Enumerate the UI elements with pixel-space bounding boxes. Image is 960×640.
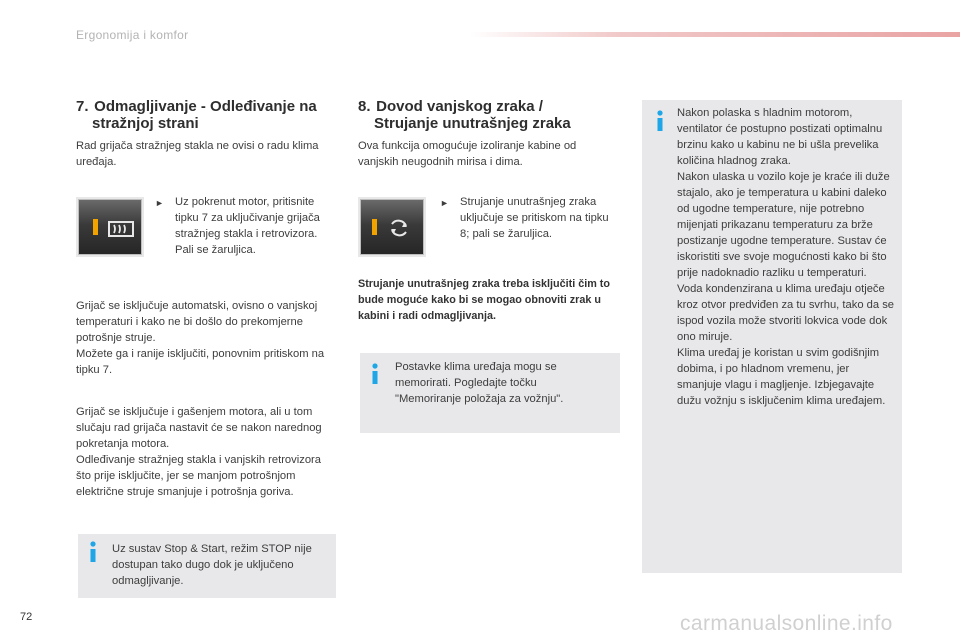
- info-icon: [87, 541, 99, 563]
- section-7-instruction: ► Uz pokrenut motor, pritisnite tipku 7 za uključivanje grijača stražnjeg stakla i retrovizora. Pali se žaruljica.: [155, 196, 320, 256]
- rear-defrost-icon: [79, 200, 141, 254]
- header-title: Ergonomija i komfor: [76, 28, 189, 42]
- section-8-info-text: Postavke klima uređaja mogu se memorirati. Pogledajte točku "Memoriranje položaja za vožnju".: [395, 361, 564, 405]
- recirculation-icon: [361, 200, 423, 254]
- header-decorative-bar: [470, 32, 960, 37]
- info-icon: [369, 363, 381, 385]
- section-7: [76, 98, 338, 132]
- watermark: carmanualsonline.info: [680, 612, 893, 635]
- right-info-text: [677, 105, 897, 409]
- right-info-paragraph-3: Voda kondenzirana u klima uređaju otječe kroz otvor predviđen za tu svrhu, tako da se ispod vozila može stvoriti lokvica vode dok ono miruje.: [677, 283, 895, 343]
- section-8-instruction: ► Strujanje unutrašnjeg zraka uključuje se pritiskom na tipku 8; pali se žaruljica.: [440, 196, 609, 240]
- info-icon: [654, 110, 666, 132]
- section-7-paragraph-2: Grijač se isključuje i gašenjem motora, ali u tom slučaju rad grijača nastavit će se nakon narednog pokretanja motora. Odleđivanje stražnjeg stakla i vanjskih retrovizora što prije isključite, jer se manjom potrošnjom električne struje smanjuje i potrošnja goriva.: [76, 406, 322, 498]
- section-8-info-box: [360, 353, 620, 433]
- section-8-title: 8. Dovod vanjskog zraka / Strujanje unutrašnjeg zraka: [358, 98, 571, 132]
- section-8-warning: Strujanje unutrašnjeg zraka treba isključiti čim to bude moguće kako bi se mogao obnoviti zrak u kabini i radi odmagljivanja.: [358, 278, 610, 322]
- section-7-paragraph-1: Grijač se isključuje automatski, ovisno o vanjskoj temperaturi i kako ne bi došlo do prekomjerne potrošnje struje. Možete ga i ranije isključiti, ponovnim pritiskom na tipku 7.: [76, 300, 325, 376]
- section-8: [358, 98, 620, 132]
- recirculation-button-image: [360, 199, 424, 255]
- right-info-paragraph-2: Nakon ulaska u vozilo koje je kraće ili duže stajalo, ako je temperatura u kabini daleko od ugodne temperature, nije potrebno mijenjati prikazanu temperaturu za brže postizanje ugodne temperature. Sustav će iskoristiti sve svoje mogućnosti kako bi što prije nadoknadio razliku u temperaturi.: [677, 171, 890, 279]
- section-8-intro: Ova funkcija omogućuje izoliranje kabine od vanjskih neugodnih mirisa i dima.: [358, 140, 577, 168]
- section-7-intro: Rad grijača stražnjeg stakla ne ovisi o radu klima uređaja.: [76, 140, 319, 168]
- rear-defrost-button-image: [78, 199, 142, 255]
- section-7-info-box: [78, 534, 336, 598]
- section-7-title: 7. Odmagljivanje - Odleđivanje na stražnjoj strani: [76, 98, 317, 132]
- section-7-info-text: Uz sustav Stop & Start, režim STOP nije dostupan tako dugo dok je uključeno odmagljivanje.: [112, 543, 312, 587]
- page-number: 72: [20, 611, 33, 623]
- right-info-box: [642, 100, 902, 573]
- right-info-paragraph-4: Klima uređaj je koristan u svim godišnjim dobima, i po hladnom vremenu, jer smanjuje vlagu i magljenje. Izbjegavajte dužu vožnju s isključenim klima uređajem.: [677, 347, 886, 407]
- right-info-paragraph-1: Nakon polaska s hladnim motorom, ventilator će postupno postizati optimalnu brzinu kako u kabinu ne bi ušla prevelika količina hladnog zraka.: [677, 107, 883, 167]
